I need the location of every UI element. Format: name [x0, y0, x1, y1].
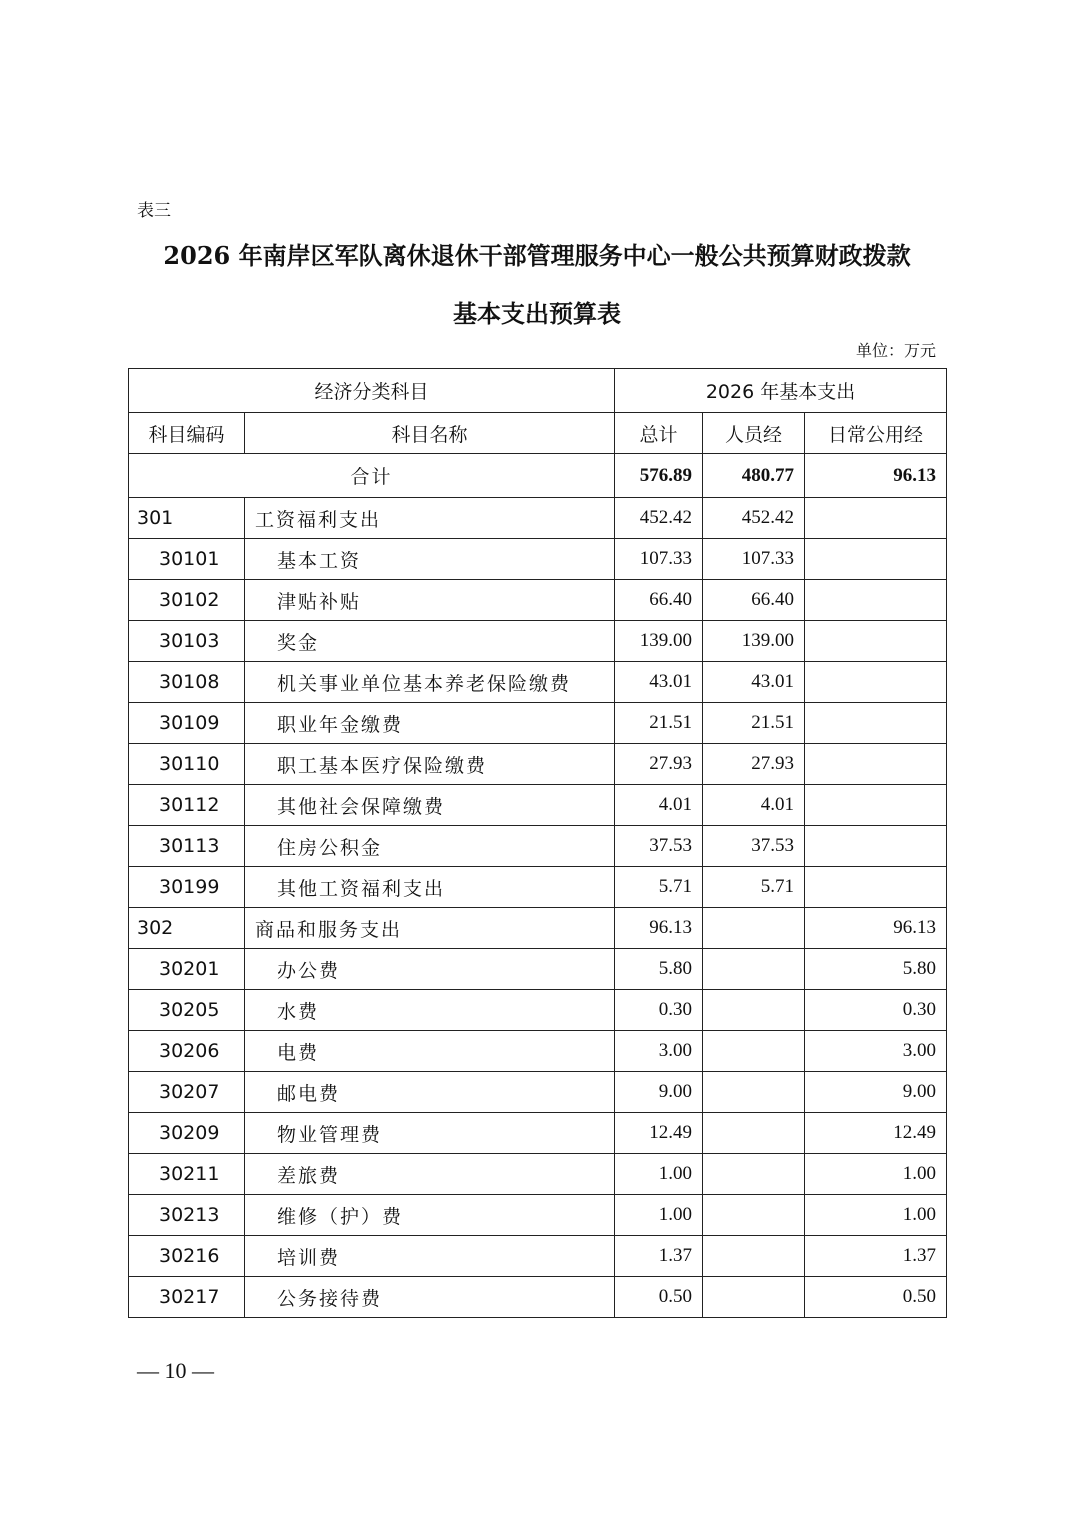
row-public: 3.00	[805, 1031, 947, 1072]
row-name: 公务接待费	[245, 1277, 615, 1318]
row-total: 1.00	[615, 1154, 703, 1195]
total-row	[129, 454, 947, 498]
row-name: 电费	[245, 1031, 615, 1072]
row-total: 43.01	[615, 662, 703, 703]
row-public: 1.37	[805, 1236, 947, 1277]
row-name: 其他工资福利支出	[245, 867, 615, 908]
row-code: 30201	[129, 949, 245, 990]
row-personnel: 37.53	[703, 826, 805, 867]
table-row	[129, 744, 947, 785]
header-name: 科目名称	[245, 413, 615, 454]
row-personnel: 452.42	[703, 498, 805, 539]
budget-table	[128, 368, 947, 1318]
row-name: 其他社会保障缴费	[245, 785, 615, 826]
row-public: 1.00	[805, 1154, 947, 1195]
row-public: 1.00	[805, 1195, 947, 1236]
row-public	[805, 662, 947, 703]
header-code: 科目编码	[129, 413, 245, 454]
row-code: 30209	[129, 1113, 245, 1154]
row-personnel: 66.40	[703, 580, 805, 621]
row-code: 30109	[129, 703, 245, 744]
row-public: 0.50	[805, 1277, 947, 1318]
doc-label: 表三	[137, 201, 171, 221]
row-total: 3.00	[615, 1031, 703, 1072]
row-public	[805, 826, 947, 867]
table-row	[129, 1277, 947, 1318]
row-name: 办公费	[245, 949, 615, 990]
row-total: 5.80	[615, 949, 703, 990]
header-public: 日常公用经	[805, 413, 947, 454]
row-name: 培训费	[245, 1236, 615, 1277]
row-name: 职工基本医疗保险缴费	[245, 744, 615, 785]
row-code: 30110	[129, 744, 245, 785]
row-total: 12.49	[615, 1113, 703, 1154]
total-label: 合计	[129, 454, 615, 498]
row-personnel: 21.51	[703, 703, 805, 744]
row-public: 96.13	[805, 908, 947, 949]
row-total: 0.30	[615, 990, 703, 1031]
header-row-1	[129, 369, 947, 413]
row-total: 37.53	[615, 826, 703, 867]
row-name: 水费	[245, 990, 615, 1031]
row-total: 0.50	[615, 1277, 703, 1318]
row-personnel: 27.93	[703, 744, 805, 785]
row-total: 139.00	[615, 621, 703, 662]
row-personnel	[703, 1236, 805, 1277]
row-personnel: 43.01	[703, 662, 805, 703]
row-name: 住房公积金	[245, 826, 615, 867]
row-code: 30207	[129, 1072, 245, 1113]
row-code: 30112	[129, 785, 245, 826]
table-row	[129, 1072, 947, 1113]
header-basic-expense: 2026 年基本支出	[615, 369, 947, 413]
table-row	[129, 1195, 947, 1236]
row-personnel	[703, 1154, 805, 1195]
row-personnel	[703, 949, 805, 990]
row-personnel	[703, 908, 805, 949]
row-personnel	[703, 990, 805, 1031]
row-public	[805, 867, 947, 908]
unit-label: 单位：万元	[855, 341, 936, 360]
row-public	[805, 785, 947, 826]
header-personnel: 人员经	[703, 413, 805, 454]
row-total: 107.33	[615, 539, 703, 580]
total-public: 96.13	[805, 454, 947, 498]
table-row	[129, 662, 947, 703]
page-title: 2026 年南岸区军队离休退休干部管理服务中心一般公共预算财政拨款	[163, 241, 911, 270]
row-code: 30211	[129, 1154, 245, 1195]
row-name: 工资福利支出	[245, 498, 615, 539]
row-code: 30216	[129, 1236, 245, 1277]
table-row	[129, 990, 947, 1031]
row-personnel: 4.01	[703, 785, 805, 826]
row-name: 差旅费	[245, 1154, 615, 1195]
row-total: 5.71	[615, 867, 703, 908]
table-row	[129, 908, 947, 949]
row-personnel	[703, 1031, 805, 1072]
row-public: 0.30	[805, 990, 947, 1031]
page-number: — 10 —	[137, 1358, 214, 1383]
row-name: 物业管理费	[245, 1113, 615, 1154]
row-name: 基本工资	[245, 539, 615, 580]
row-public	[805, 580, 947, 621]
row-personnel	[703, 1195, 805, 1236]
table-row	[129, 1154, 947, 1195]
table-row	[129, 703, 947, 744]
table-row	[129, 785, 947, 826]
table-row	[129, 580, 947, 621]
row-total: 27.93	[615, 744, 703, 785]
row-public	[805, 621, 947, 662]
row-code: 30217	[129, 1277, 245, 1318]
row-code: 301	[129, 498, 245, 539]
row-public: 9.00	[805, 1072, 947, 1113]
row-code: 30103	[129, 621, 245, 662]
header-row-2	[129, 413, 947, 454]
row-personnel: 107.33	[703, 539, 805, 580]
row-total: 96.13	[615, 908, 703, 949]
row-public: 5.80	[805, 949, 947, 990]
row-code: 30205	[129, 990, 245, 1031]
row-code: 30101	[129, 539, 245, 580]
row-name: 奖金	[245, 621, 615, 662]
row-name: 津贴补贴	[245, 580, 615, 621]
row-code: 302	[129, 908, 245, 949]
table-row	[129, 826, 947, 867]
row-public: 12.49	[805, 1113, 947, 1154]
row-personnel	[703, 1277, 805, 1318]
row-personnel: 139.00	[703, 621, 805, 662]
row-code: 30108	[129, 662, 245, 703]
header-total: 总计	[615, 413, 703, 454]
row-total: 452.42	[615, 498, 703, 539]
table-row	[129, 949, 947, 990]
row-total: 9.00	[615, 1072, 703, 1113]
row-personnel	[703, 1072, 805, 1113]
row-public	[805, 744, 947, 785]
row-total: 1.37	[615, 1236, 703, 1277]
row-name: 邮电费	[245, 1072, 615, 1113]
row-name: 维修（护）费	[245, 1195, 615, 1236]
row-code: 30113	[129, 826, 245, 867]
table-row	[129, 1236, 947, 1277]
total-sum: 576.89	[615, 454, 703, 498]
row-code: 30206	[129, 1031, 245, 1072]
row-code: 30199	[129, 867, 245, 908]
header-econ-category: 经济分类科目	[129, 369, 615, 413]
table-row	[129, 867, 947, 908]
table-row	[129, 539, 947, 580]
table-row	[129, 498, 947, 539]
row-personnel: 5.71	[703, 867, 805, 908]
row-personnel	[703, 1113, 805, 1154]
row-code: 30102	[129, 580, 245, 621]
row-total: 21.51	[615, 703, 703, 744]
page-subtitle: 基本支出预算表	[453, 299, 621, 328]
row-name: 职业年金缴费	[245, 703, 615, 744]
row-name: 机关事业单位基本养老保险缴费	[245, 662, 615, 703]
table-row	[129, 621, 947, 662]
row-total: 66.40	[615, 580, 703, 621]
row-total: 4.01	[615, 785, 703, 826]
row-code: 30213	[129, 1195, 245, 1236]
total-personnel: 480.77	[703, 454, 805, 498]
row-public	[805, 703, 947, 744]
row-name: 商品和服务支出	[245, 908, 615, 949]
table-row	[129, 1113, 947, 1154]
row-public	[805, 498, 947, 539]
table-row	[129, 1031, 947, 1072]
row-public	[805, 539, 947, 580]
row-total: 1.00	[615, 1195, 703, 1236]
